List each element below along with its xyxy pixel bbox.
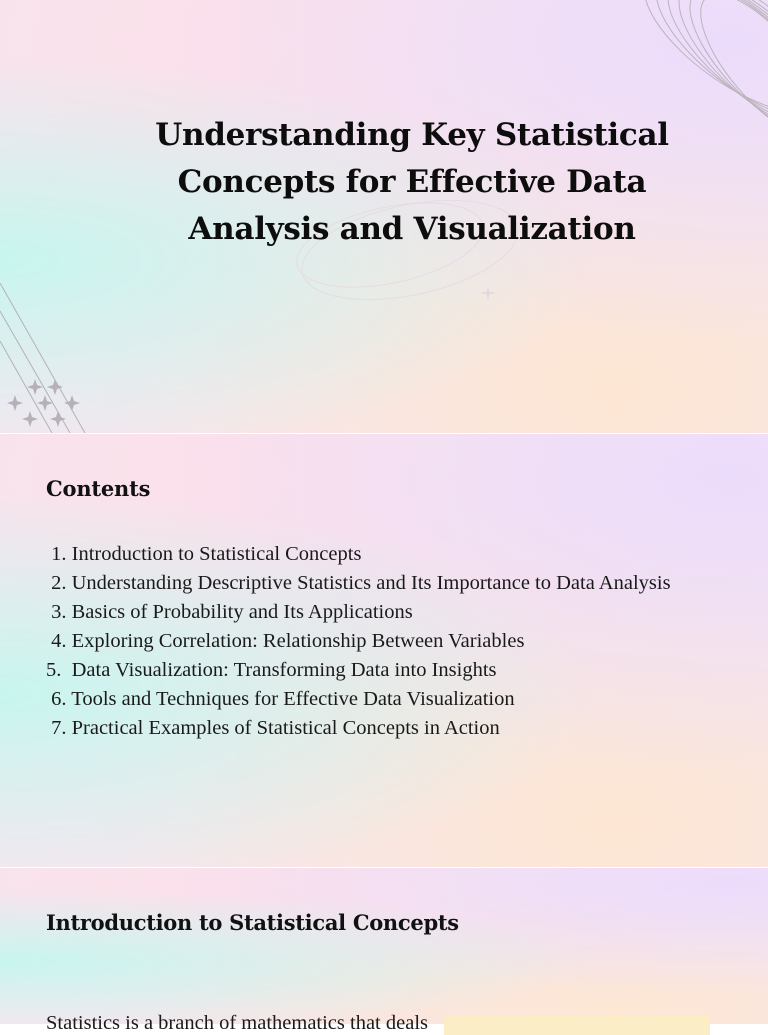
table-of-contents	[46, 540, 686, 743]
highlight-box	[444, 1015, 710, 1035]
cover-slide	[0, 0, 768, 433]
toc-item: 4. Exploring Correlation: Relationship Between Variables	[46, 630, 525, 652]
section-heading: Introduction to Statistical Concepts	[46, 910, 459, 935]
toc-item: 2. Understanding Descriptive Statistics and Its Importance to Data Analysis	[46, 572, 671, 594]
sparkle-icon	[480, 285, 496, 301]
document-title: Understanding Key Statistical Concepts for Effective Data Analysis and Visualization	[155, 117, 669, 247]
intro-paragraph: Statistics is a branch of mathematics that deals	[46, 1012, 428, 1034]
diagonal-lines-stars-decoration	[0, 283, 100, 433]
toc-item: 3. Basics of Probability and Its Applications	[46, 601, 413, 623]
introduction-slide	[0, 868, 768, 1024]
toc-item: 5. Data Visualization: Transforming Data into Insights	[46, 659, 497, 681]
toc-item: 7. Practical Examples of Statistical Concepts in Action	[46, 717, 500, 739]
toc-item: 1. Introduction to Statistical Concepts	[46, 543, 362, 565]
contents-heading: Contents	[46, 476, 151, 501]
toc-item: 6. Tools and Techniques for Effective Data Visualization	[46, 688, 515, 710]
